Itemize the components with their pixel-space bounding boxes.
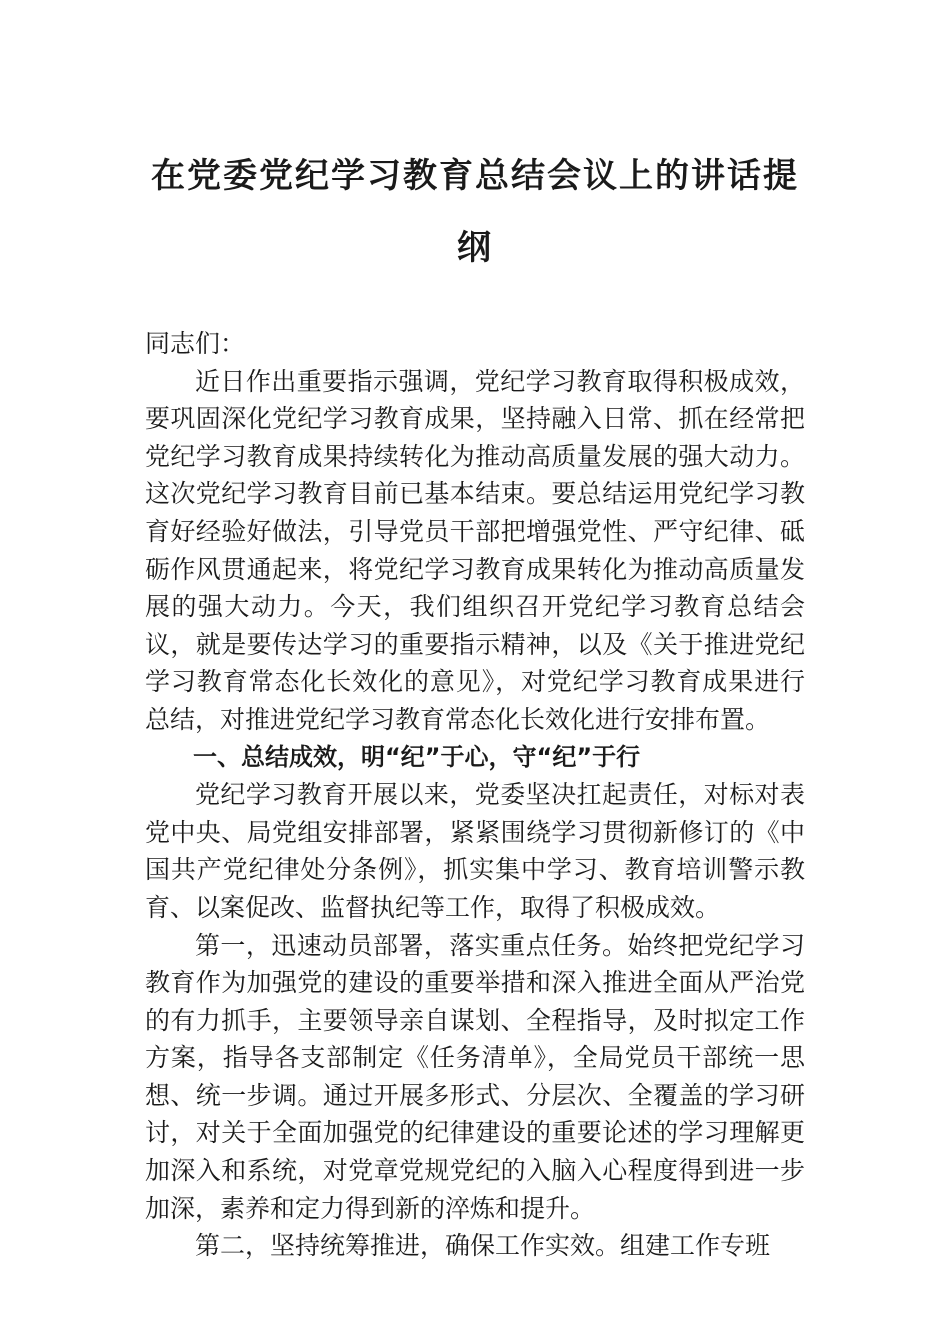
section-heading: 一、总结成效，明“纪”于心，守“纪”于行 — [193, 742, 641, 771]
paragraph-intro: 近日作出重要指示强调，党纪学习教育取得积极成效，要巩固深化党纪学习教育成果，坚持融入日常、抓在经常把党纪学习教育成果持续转化为推动高质量发展的强大动力。这次党纪学习教育目前已基本结束。要总结运用党纪学习教育好经验好做法，引导党员干部把增强党性、严守纪律、砥砺作风贯通起来，将党纪学习教育成果转化为推动高质量发展的强大动力。今天，我们组织召开党纪学习教育总结会议，就是要传达学习的重要指示精神，以及《关于推进党纪学习教育常态化长效化的意见》，对党纪学习教育成果进行总结，对推进党纪学习教育常态化长效化进行安排布置。 — [145, 366, 805, 734]
document-title: 在党委党纪学习教育总结会议上的讲话提纲 — [151, 156, 799, 268]
paragraph-first-point: 第一，迅速动员部署，落实重点任务。始终把党纪学习教育作为加强党的建设的重要举措和深入推进全面从严治党的有力抓手，主要领导亲自谋划、全程指导，及时拟定工作方案，指导各支部制定《任务清单》，全局党员干部统一思想、统一步调。通过开展多形式、分层次、全覆盖的学习研讨，对关于全面加强党的纪律建设的重要论述的学习理解更加深入和系统，对党章党规党纪的入脑入心程度得到进一步加深，素养和定力得到新的淬炼和提升。 — [145, 930, 805, 1223]
document-body — [145, 325, 805, 1265]
paragraph-second-point: 第二，坚持统筹推进，确保工作实效。组建工作专班 — [195, 1231, 771, 1261]
salutation: 同志们： — [145, 329, 246, 358]
paragraph-summary: 党纪学习教育开展以来，党委坚决扛起责任，对标对表党中央、局党组安排部署，紧紧围绕学习贯彻新修订的《中国共产党纪律处分条例》，抓实集中学习、教育培训警示教育、以案促改、监督执纪等工作，取得了积极成效。 — [145, 780, 805, 922]
